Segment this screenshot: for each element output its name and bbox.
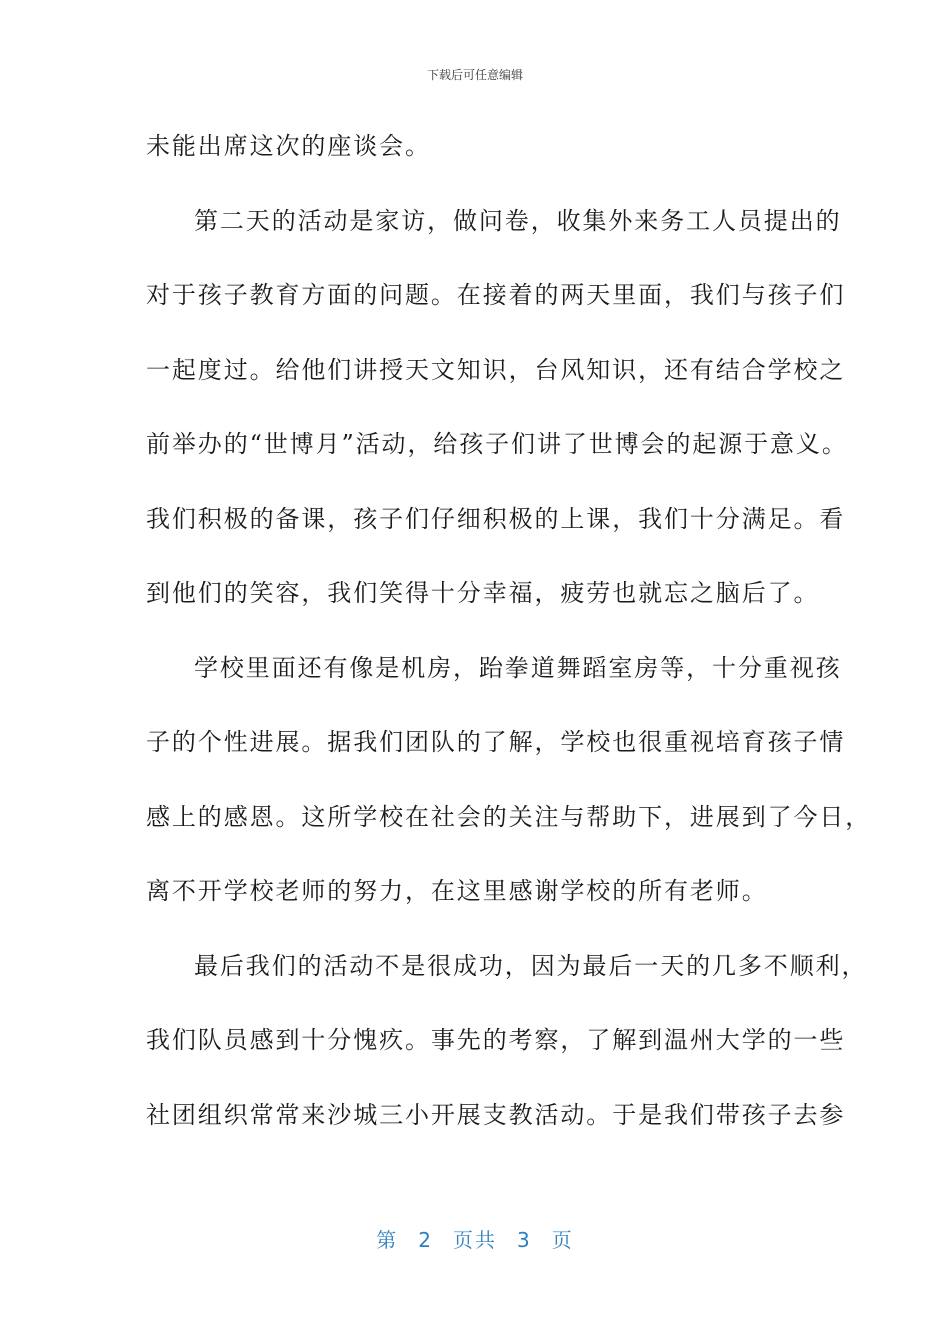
footer-total-pages: 3 bbox=[517, 1228, 532, 1252]
text-line: 第二天的活动是家访，做问卷，收集外来务工人员提出的 bbox=[194, 206, 842, 235]
footer-suffix: 页 bbox=[551, 1228, 574, 1252]
text-line: 到他们的笑容，我们笑得十分幸福，疲劳也就忘之脑后了。 bbox=[146, 579, 820, 607]
text-line: 感上的感恩。这所学校在社会的关注与帮助下，进展到了今日， bbox=[146, 802, 872, 831]
text-line: 社团组织常常来沙城三小开展支教活动。于是我们带孩子去参 bbox=[146, 1100, 846, 1129]
header-note: 下载后可任意编辑 bbox=[426, 68, 523, 82]
text-line: 最后我们的活动不是很成功，因为最后一天的几多不顺利， bbox=[194, 951, 868, 980]
text-line: 学校里面还有像是机房，跆拳道舞蹈室房等，十分重视孩 bbox=[194, 653, 842, 682]
footer-middle: 页共 bbox=[453, 1228, 497, 1252]
text-line: 未能出席这次的座谈会。 bbox=[146, 132, 431, 160]
text-line: 我们积极的备课，孩子们仔细积极的上课，我们十分满足。看 bbox=[146, 504, 846, 533]
text-line: 我们队员感到十分愧疚。事先的考察，了解到温州大学的一些 bbox=[146, 1026, 846, 1054]
footer-prefix: 第 bbox=[376, 1228, 399, 1252]
text-line: 子的个性进展。据我们团队的了解，学校也很重视培育孩子情 bbox=[146, 728, 846, 756]
body-text bbox=[146, 122, 872, 1165]
footer-page-number: 2 bbox=[418, 1228, 433, 1252]
text-line: 离不开学校老师的努力，在这里感谢学校的所有老师。 bbox=[146, 877, 768, 905]
page-footer bbox=[0, 1224, 950, 1253]
text-line: 对于孩子教育方面的问题。在接着的两天里面，我们与孩子们 bbox=[146, 281, 846, 309]
text-line: 一起度过。给他们讲授天文知识，台风知识，还有结合学校之 bbox=[146, 355, 846, 384]
text-line: 前举办的“世博月”活动，给孩子们讲了世博会的起源于意义。 bbox=[146, 430, 848, 458]
